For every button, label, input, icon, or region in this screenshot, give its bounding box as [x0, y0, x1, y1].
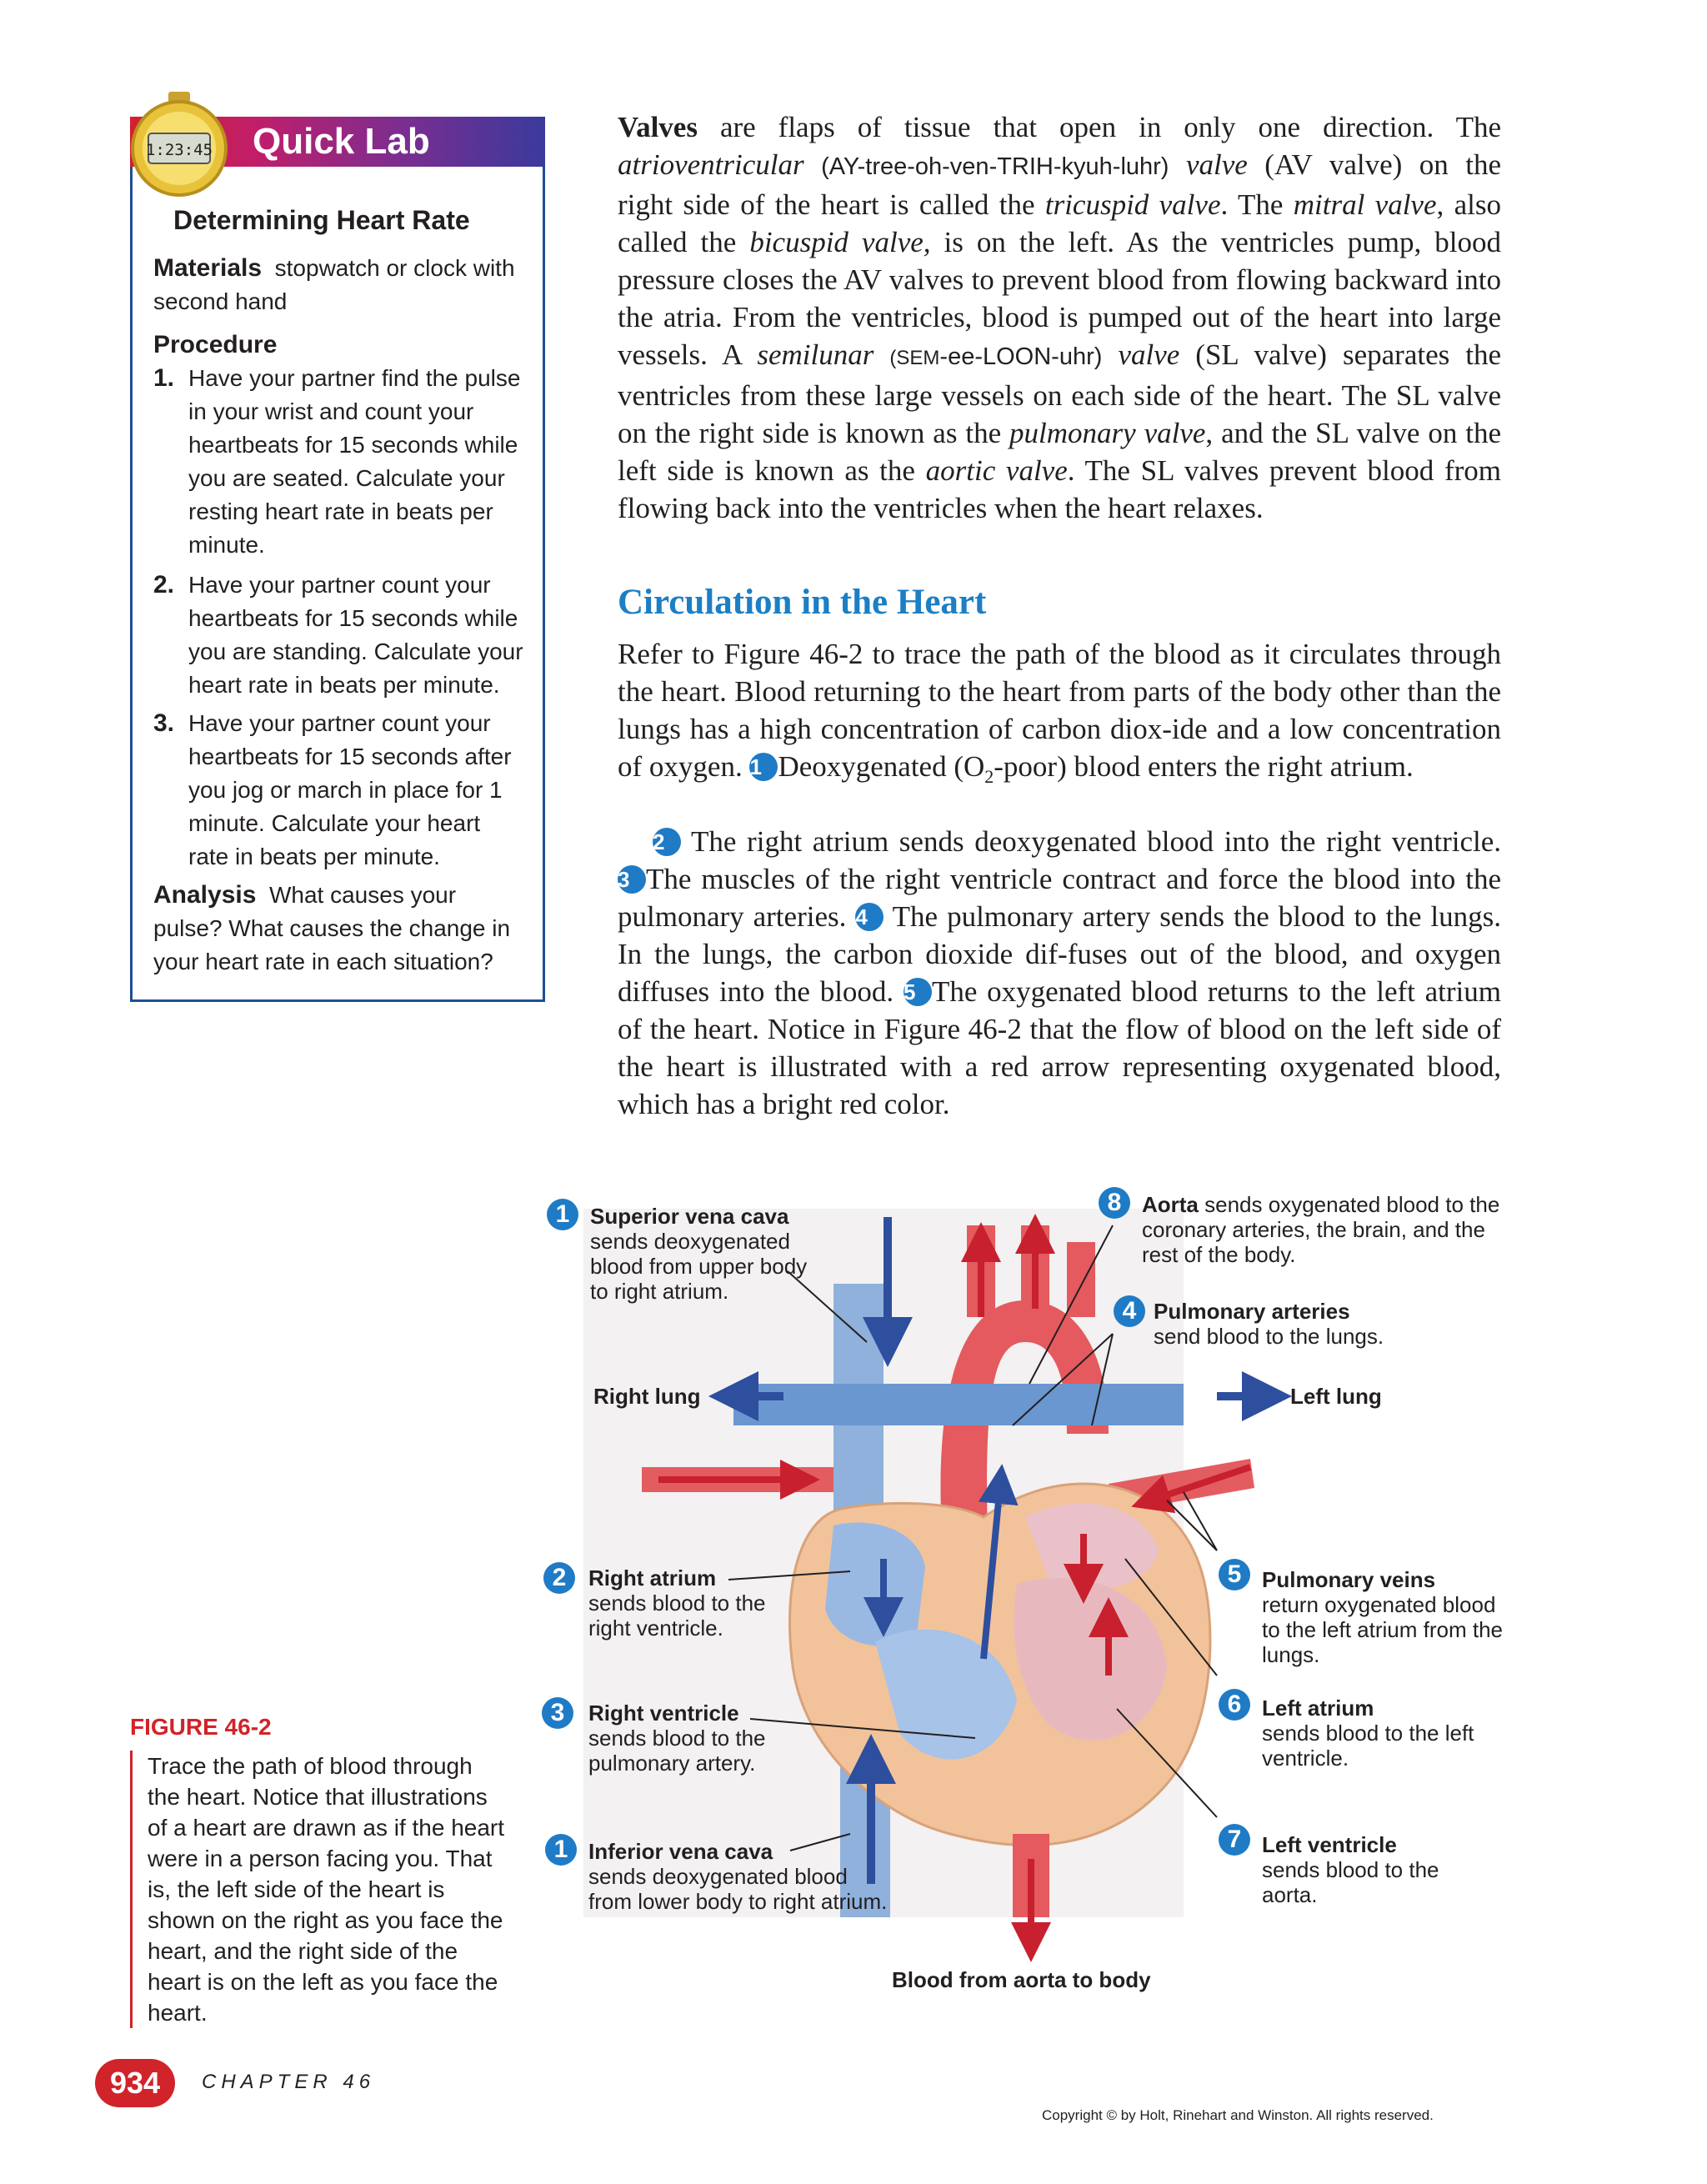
- term-mitral: mitral valve: [1293, 188, 1437, 221]
- label-desc: send blood to the lungs.: [1154, 1324, 1384, 1349]
- section-heading: Circulation in the Heart: [618, 583, 987, 622]
- label-title: Left ventricle: [1262, 1832, 1397, 1857]
- step-number: 2.: [153, 571, 175, 599]
- label-inferior-vena-cava: [588, 1839, 889, 1914]
- text: The muscles of the right ventricle contract and force the blood into the pulmonary arteries.: [618, 863, 1501, 933]
- analysis-label: Analysis: [153, 881, 257, 909]
- label-title: Inferior vena cava: [588, 1839, 773, 1864]
- badge-2: 2: [543, 1562, 575, 1594]
- label-superior-vena-cava: [590, 1204, 823, 1304]
- term-valves: Valves: [618, 111, 698, 143]
- badge-5: 5: [1219, 1559, 1250, 1590]
- label-desc: sends deoxygenated blood from upper body to right atrium.: [590, 1229, 808, 1304]
- figure-label: FIGURE 46-2: [130, 1714, 272, 1740]
- label-left-atrium: [1262, 1696, 1479, 1771]
- text: The pulmonary artery sends the blood to the lungs. In the lungs, the carbon dioxide dif-fuses out of the blood, and oxygen diffuses into the blood.: [618, 900, 1501, 1008]
- label-pulmonary-arteries: [1154, 1299, 1470, 1349]
- text: Refer to Figure 46-2 to trace the path of the blood as it circulates through the heart. Blood returning to the heart from parts of the body other than the lungs has a high concentration of carbon diox-ide and a low concentration of oxygen.: [618, 638, 1501, 783]
- badge-8: 8: [1099, 1187, 1130, 1219]
- label-right-ventricle: [588, 1701, 805, 1776]
- text: is on the left. As the ventricles pump, blood pressure closes the AV valves to prevent blood from flowing backward into the atria. From the ventricles, blood is pumped out of the heart into large vessels. A: [618, 226, 1502, 371]
- procedure-heading: Procedure: [153, 331, 278, 358]
- label-desc: sends blood to the aorta.: [1262, 1857, 1439, 1907]
- label-desc: return oxygenated blood to the left atrium from the lungs.: [1262, 1592, 1504, 1667]
- term-pulmonary-valve: pulmonary valve: [1009, 417, 1206, 449]
- step-text: Have your partner find the pulse in your wrist and count your heartbeats for 15 seconds while you are seated. Calculate your resting heart rate in beats per minute.: [188, 365, 521, 558]
- subscript: 2: [984, 766, 994, 787]
- text: . The: [1220, 188, 1294, 221]
- label-aorta: [1142, 1192, 1509, 1267]
- pronunciation: (AY-tree-oh-ven-TRIH-kyuh-luhr): [821, 153, 1169, 180]
- term-valve: valve: [1185, 148, 1248, 181]
- step-badge: 3: [618, 865, 646, 894]
- term-tricuspid: tricuspid valve: [1044, 188, 1221, 221]
- text: , and the SL valve on the left side is known as the: [618, 417, 1501, 487]
- text: are flaps of tissue that open in only one direction. The: [697, 111, 1501, 143]
- term-valve: valve: [1118, 338, 1180, 371]
- page-number: 934: [95, 2059, 175, 2107]
- label-left-lung: [1290, 1384, 1382, 1409]
- text: Deoxygenated (O: [778, 750, 985, 783]
- step-number: 1.: [153, 364, 175, 392]
- text: The right atrium sends deoxygenated blood into the right ventricle.: [681, 825, 1501, 858]
- label-title: Left atrium: [1262, 1696, 1374, 1721]
- materials-text: stopwatch or clock with second hand: [153, 255, 515, 314]
- term-aortic-valve: aortic valve: [925, 454, 1068, 487]
- label-title: Right lung: [593, 1384, 701, 1409]
- label-desc: sends blood to the right ventricle.: [588, 1590, 766, 1641]
- quick-lab-title: Quick Lab: [253, 121, 430, 162]
- figure-caption: Trace the path of blood through the heart. Notice that illustrations of a heart are drawn as if the heart were in a person facing you. That is, the left side of the heart is shown on the right as you face the heart, and the right side of the heart is on the left as you face the heart.: [130, 1751, 505, 2028]
- analysis-text: What causes your pulse? What causes the change in your heart rate in each situation?: [153, 882, 511, 974]
- text: -poor) blood enters the right atrium.: [994, 750, 1414, 783]
- label-left-ventricle: [1262, 1832, 1462, 1907]
- badge-1: 1: [545, 1834, 577, 1866]
- label-desc: sends blood to the left ventricle.: [1262, 1721, 1474, 1771]
- label-title: Pulmonary arteries: [1154, 1299, 1350, 1324]
- label-desc: sends blood to the pulmonary artery.: [588, 1726, 766, 1776]
- step-text: Have your partner count your heartbeats for 15 seconds while you are standing. Calculate your heart rate in beats per minute.: [188, 572, 523, 698]
- copyright: Copyright © by Holt, Rinehart and Winston. All rights reserved.: [1042, 2107, 1434, 2123]
- step-text: Have your partner count your heartbeats for 15 seconds after you jog or march in place for 1 minute. Calculate your heart rate in beats per minute.: [188, 710, 512, 869]
- text: . The SL valves prevent blood from flowing back into the ventricles when the heart relaxes.: [618, 454, 1501, 524]
- label-right-lung: [593, 1384, 701, 1409]
- label-right-atrium: [588, 1565, 805, 1641]
- badge-4: 4: [1114, 1295, 1145, 1327]
- label-title: Aorta: [1142, 1192, 1199, 1217]
- step-badge: 5: [904, 978, 932, 1006]
- badge-7: 7: [1219, 1824, 1250, 1856]
- step-badge: 1: [749, 753, 778, 781]
- badge-6: 6: [1219, 1689, 1250, 1721]
- text: , also called the: [618, 188, 1501, 258]
- text: (AV valve) on the right side of the heart is called the: [618, 148, 1501, 221]
- stopwatch-display: 1:23:45: [145, 141, 213, 159]
- term-atrioventricular: atrioventricular: [618, 148, 804, 181]
- text: (SL valve) separates the ventricles from these large vessels on each side of the heart. The SL valve on the right side is known as the: [618, 338, 1502, 449]
- right-atrium: [825, 1523, 925, 1646]
- lab-title: Determining Heart Rate: [173, 205, 470, 235]
- label-title: Right atrium: [588, 1565, 717, 1590]
- label-blood-to-body: [892, 1967, 1151, 1992]
- materials-label: Materials: [153, 254, 263, 282]
- pron-part: (SEM: [889, 347, 940, 369]
- text: The oxygenated blood returns to the left atrium of the heart. Notice in Figure 46-2 that the flow of blood on the left side of the heart is illustrated with a red arrow representing oxygenated blood, which has a bright red color.: [618, 975, 1502, 1120]
- step-badge: 2: [653, 828, 681, 856]
- label-title: Blood from aorta to body: [892, 1967, 1151, 1992]
- badge-1: 1: [547, 1199, 578, 1230]
- term-semilunar: semilunar: [757, 338, 874, 371]
- label-title: Right ventricle: [588, 1701, 739, 1726]
- badge-3: 3: [542, 1697, 573, 1729]
- label-title: Pulmonary veins: [1262, 1567, 1436, 1592]
- label-title: Superior vena cava: [590, 1204, 789, 1229]
- label-pulmonary-veins: [1262, 1567, 1512, 1667]
- label-desc: sends deoxygenated blood from lower body to right atrium.: [588, 1864, 888, 1914]
- term-bicuspid: bicuspid valve,: [749, 226, 931, 258]
- pron-part: -ee-LOON-uhr): [939, 343, 1103, 370]
- label-desc: sends oxygenated blood to the coronary arteries, the brain, and the rest of the body.: [1142, 1192, 1500, 1267]
- label-title: Left lung: [1290, 1384, 1382, 1409]
- step-badge: 4: [855, 903, 884, 931]
- chapter-label: CHAPTER 46: [202, 2071, 376, 2093]
- pulmonary-arteries: [733, 1384, 1184, 1425]
- step-number: 3.: [153, 709, 175, 737]
